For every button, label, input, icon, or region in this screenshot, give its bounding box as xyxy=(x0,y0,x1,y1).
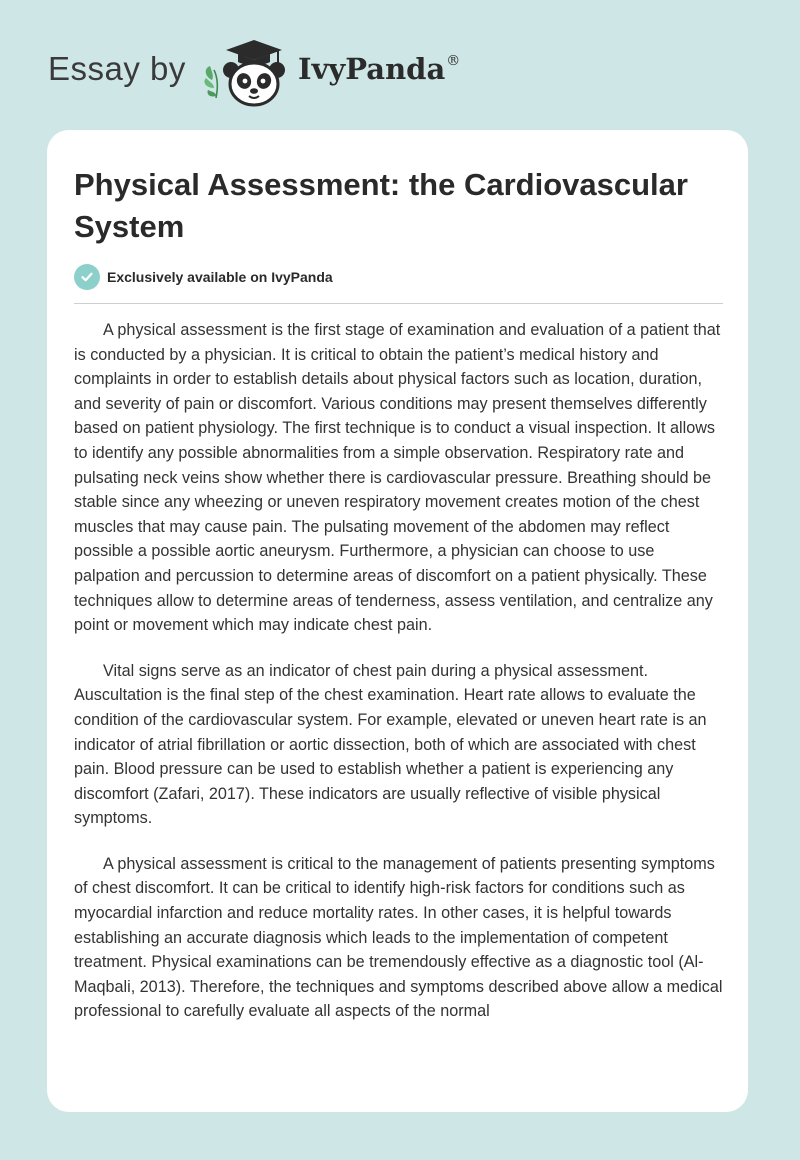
essay-by-label: Essay by xyxy=(48,50,186,87)
brand-name-text: IvyPanda xyxy=(298,52,446,86)
paragraph: A physical assessment is the first stage of examination and evaluation of a patient that is conducted by a physician. It is critical to obtain the patient’s medical history and complaints in order to establish details about physical factors such as location, duration, and severity of pain or discomfort. Various conditions may present themselves differently based on patient physiology. The first technique is to conduct a visual inspection. It allows to identify any possible abnormalities from a simple observation. Respiratory rate and pulsating neck veins show whether there is cardiovascular pressure. Breathing should be stable since any wheezing or uneven respiratory movement creates motion of the chest muscles that may cause pain. The pulsating movement of the abdomen may reflect possible a possible aortic aneurysm. Furthermore, a physician can choose to use palpation and percussion to determine areas of discomfort on a patient physically. These techniques allow to determine areas of tenderness, assess ventilation, and centralize any point or movement which may indicate chest pain. xyxy=(74,321,721,635)
paragraph: A physical assessment is critical to the management of patients presenting symptoms of chest discomfort. It can be critical to identify high-risk factors for conditions such as myocardial infarction and reduce mortality rates. In other cases, it is helpful towards establishing an accurate diagnosis which leads to the implementation of competent treatment. Physical examinations can be tremendously effective as a diagnostic tool (Al-Maqbali, 2013). Therefore, the techniques and symptoms described above allow a medical professional to carefully evaluate all aspects of the normal xyxy=(74,854,723,1021)
essay-card xyxy=(47,130,748,1112)
checkmark-icon xyxy=(74,264,100,290)
ivypanda-logo-icon[interactable] xyxy=(198,36,294,110)
essay-body xyxy=(74,318,724,1045)
site-header xyxy=(0,0,800,130)
exclusive-badge-label: Exclusively available on IvyPanda xyxy=(107,269,333,285)
divider xyxy=(74,303,723,304)
brand-name[interactable] xyxy=(298,52,460,86)
registered-mark: ® xyxy=(446,53,461,69)
paragraph: Vital signs serve as an indicator of chest pain during a physical assessment. Auscultation is the final step of the chest examination. Heart rate allows to evaluate the condition of the cardiovascular system. For example, elevated or uneven heart rate is an indicator of atrial fibrillation or aortic dissection, both of which are associated with chest pain. Blood pressure can be used to establish whether a patient is experiencing any discomfort (Zafari, 2017). These indicators are usually reflective of visible physical symptoms. xyxy=(74,661,707,828)
page-title: Physical Assessment: the Cardiovascular System xyxy=(74,167,688,244)
exclusive-badge xyxy=(74,264,333,290)
